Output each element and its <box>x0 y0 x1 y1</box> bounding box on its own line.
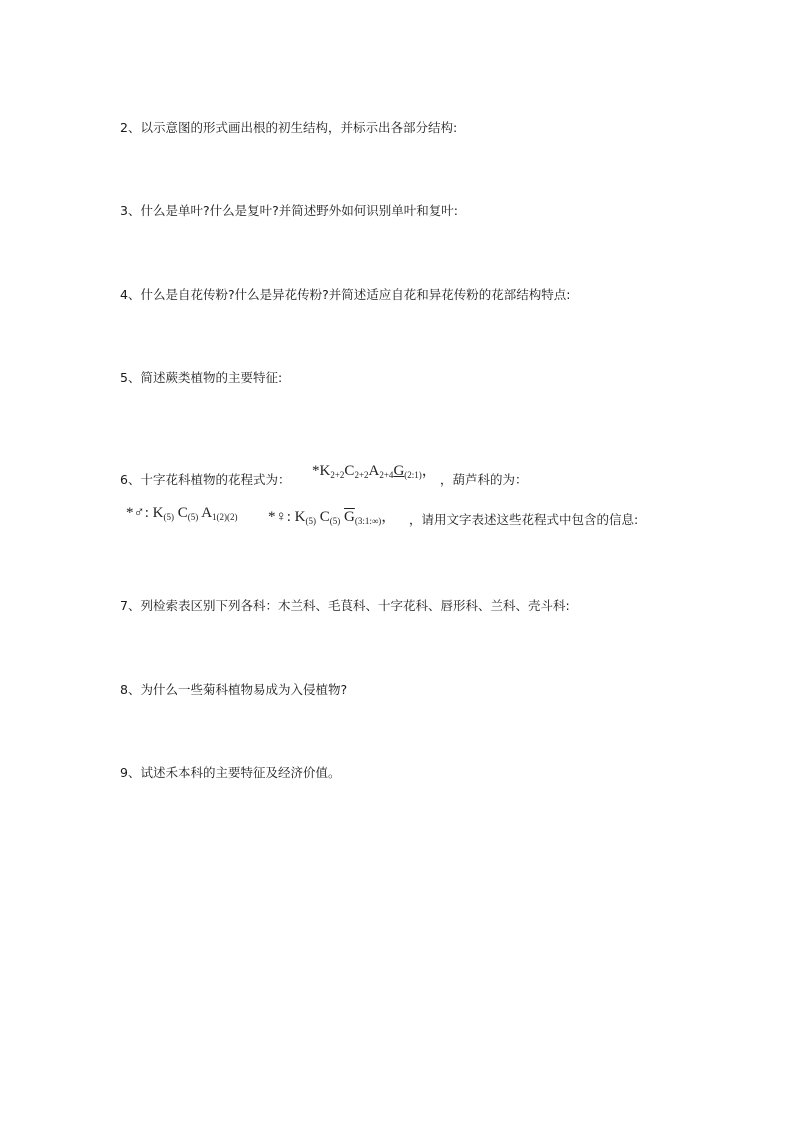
female-c-sub: (5) <box>329 516 341 526</box>
question-3: 3、什么是单叶?什么是复叶?并简述野外如何识别单叶和复叶: <box>120 203 458 218</box>
formula-c-sub: 2+2 <box>354 470 369 480</box>
male-c: C <box>177 505 188 521</box>
question-9: 9、试述禾本科的主要特征及经济价值。 <box>120 765 341 780</box>
female-k-sub: (5) <box>305 516 316 526</box>
female-c: C <box>319 509 330 525</box>
question-8: 8、为什么一些菊科植物易成为入侵植物? <box>120 682 348 697</box>
male-k-sub: (5) <box>163 512 174 522</box>
female-end: ， <box>381 509 397 525</box>
male-a: A <box>201 505 213 521</box>
formula-k-sub: 2+2 <box>330 470 345 480</box>
male-k: *♂: K <box>126 505 164 521</box>
cruciferae-floral-formula <box>312 459 437 480</box>
formula-end: ， <box>421 463 437 479</box>
male-c-sub: (5) <box>187 512 199 522</box>
formula-a-sub: 2+4 <box>379 470 394 480</box>
question-2: 2、以示意图的形式画出根的初生结构，并标示出各部分结构: <box>120 120 458 135</box>
question-4: 4、什么是自花传粉?什么是异花传粉?并简述适应自花和异花传粉的花部结构特点: <box>120 287 571 302</box>
female-k: *♀: K <box>268 509 306 525</box>
cucurbitaceae-male-formula <box>126 505 238 522</box>
formula-k: *K <box>312 463 331 479</box>
question-6-tail: ，请用文字表述这些花程式中包含的信息: <box>409 512 639 527</box>
question-7: 7、列检索表区别下列各科：木兰科、毛茛科、十字花科、唇形科、兰科、壳斗科: <box>120 598 570 613</box>
formula-a: A <box>368 463 380 479</box>
female-g: $\overline{G}$ <box>344 509 355 525</box>
formula-c: C <box>344 463 355 479</box>
female-g-sub: (3:1:∞) <box>354 516 382 526</box>
question-5: 5、简述蕨类植物的主要特征: <box>120 370 283 385</box>
male-a-sub: 1(2)(2) <box>212 512 238 522</box>
formula-g: G <box>393 463 405 479</box>
formula-g-sub: (2:1) <box>404 470 422 480</box>
cucurbitaceae-female-formula <box>268 505 396 526</box>
question-6-mid: ，葫芦科的为： <box>440 472 528 487</box>
question-6-lead: 6、十字花科植物的花程式为： <box>120 472 291 487</box>
